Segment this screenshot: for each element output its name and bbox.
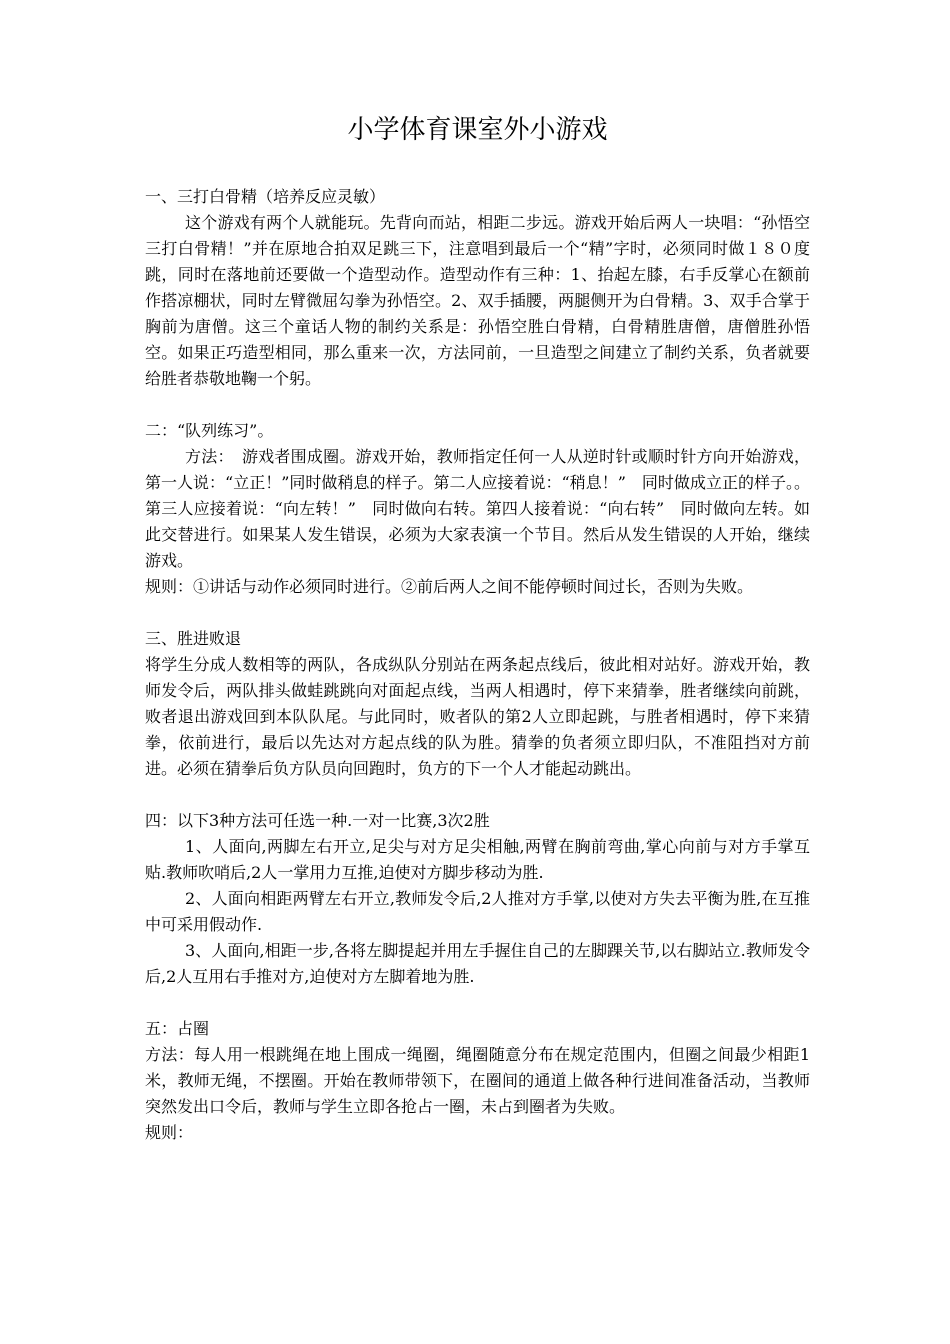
- section-heading: 三、胜进败退: [145, 629, 242, 648]
- section-3: [145, 626, 810, 782]
- section-gap: [145, 990, 810, 1016]
- section-paragraph: 1、人面向,两脚左右开立,足尖与对方足尖相触,两臂在胸前弯曲,掌心向前与对方手掌互贴.教师吹哨后,2人一掌用力互推,迫使对方脚步移动为胜.: [145, 837, 810, 882]
- section-paragraph: 方法： 游戏者围成圈。游戏开始，教师指定任何一人从逆时针或顺时针方向开始游戏，第一人说：“立正！”同时做稍息的样子。第二人应接着说：“稍息！” 同时做成立正的样子。。第三人应接着说：“向左转！” 同时做向右转。第四人接着说：“向右转” 同时做向左转。如此交替进行。如果某人发生错误，必须为大家表演一个节目。然后从发生错误的人开始，继续游戏。: [145, 447, 810, 570]
- section-gap: [145, 782, 810, 808]
- section-paragraph: 3、人面向,相距一步,各将左脚提起并用左手握住自己的左脚踝关节,以右脚站立.教师发令后,2人互用右手推对方,迫使对方左脚着地为胜.: [145, 941, 810, 986]
- section-rule: 规则：: [145, 1123, 194, 1142]
- section-body: 将学生分成人数相等的两队，各成纵队分别站在两条起点线后，彼此相对站好。游戏开始，教师发令后，两队排头做蛙跳跳向对面起点线，当两人相遇时，停下来猜拳，胜者继续向前跳，败者退出游戏回到本队队尾。与此同时，败者队的第2人立即起跳，与胜者相遇时，停下来猜拳，依前进行，最后以先达对方起点线的队为胜。猜拳的负者须立即归队，不准阻挡对方前进。必须在猜拳后负方队员向回跑时，负方的下一个人才能起动跳出。: [145, 655, 810, 778]
- section-4: [145, 808, 810, 990]
- section-paragraph: 2、人面向相距两臂左右开立,教师发令后,2人推对方手掌,以使对方失去平衡为胜,在互推中可采用假动作.: [145, 889, 810, 934]
- section-heading: 四：以下3种方法可任选一种.一对一比赛,3次2胜: [145, 811, 490, 830]
- section-1: [145, 184, 810, 392]
- section-5: [145, 1016, 810, 1146]
- document-title: 小学体育课室外小游戏: [347, 115, 608, 145]
- section-gap: [145, 392, 810, 418]
- section-paragraph: 这个游戏有两个人就能玩。先背向而站，相距二步远。游戏开始后两人一块唱：“孙悟空三打白骨精！”并在原地合拍双足跳三下，注意唱到最后一个“精”字时，必须同时做１８０度跳，同时在落地前还要做一个造型动作。造型动作有三种：1、抬起左膝，右手反掌心在额前作搭凉棚状，同时左臂微屈勾拳为孙悟空。2、双手插腰，两腿侧开为白骨精。3、双手合掌于胸前为唐僧。这三个童话人物的制约关系是：孙悟空胜白骨精，白骨精胜唐僧，唐僧胜孙悟空。如果正巧造型相同，那么重来一次，方法同前，一旦造型之间建立了制约关系，负者就要给胜者恭敬地鞠一个躬。: [145, 213, 810, 388]
- section-rule: 规则：①讲话与动作必须同时进行。②前后两人之间不能停顿时间过长，否则为失败。: [145, 577, 754, 596]
- section-body: 方法：每人用一根跳绳在地上围成一绳圈，绳圈随意分布在规定范围内，但圈之间最少相距1米，教师无绳，不摆圈。开始在教师带领下，在圈间的通道上做各种行进间准备活动，当教师突然发出口令后，教师与学生立即各抢占一圈，未占到圈者为失败。: [145, 1045, 810, 1116]
- section-heading: 二：“队列练习”。: [145, 421, 274, 440]
- document-body: [145, 184, 810, 1146]
- section-2: [145, 418, 810, 600]
- section-heading: 五：占圈: [145, 1019, 210, 1038]
- section-gap: [145, 600, 810, 626]
- section-heading: 一、三打白骨精（培养反应灵敏）: [145, 187, 386, 206]
